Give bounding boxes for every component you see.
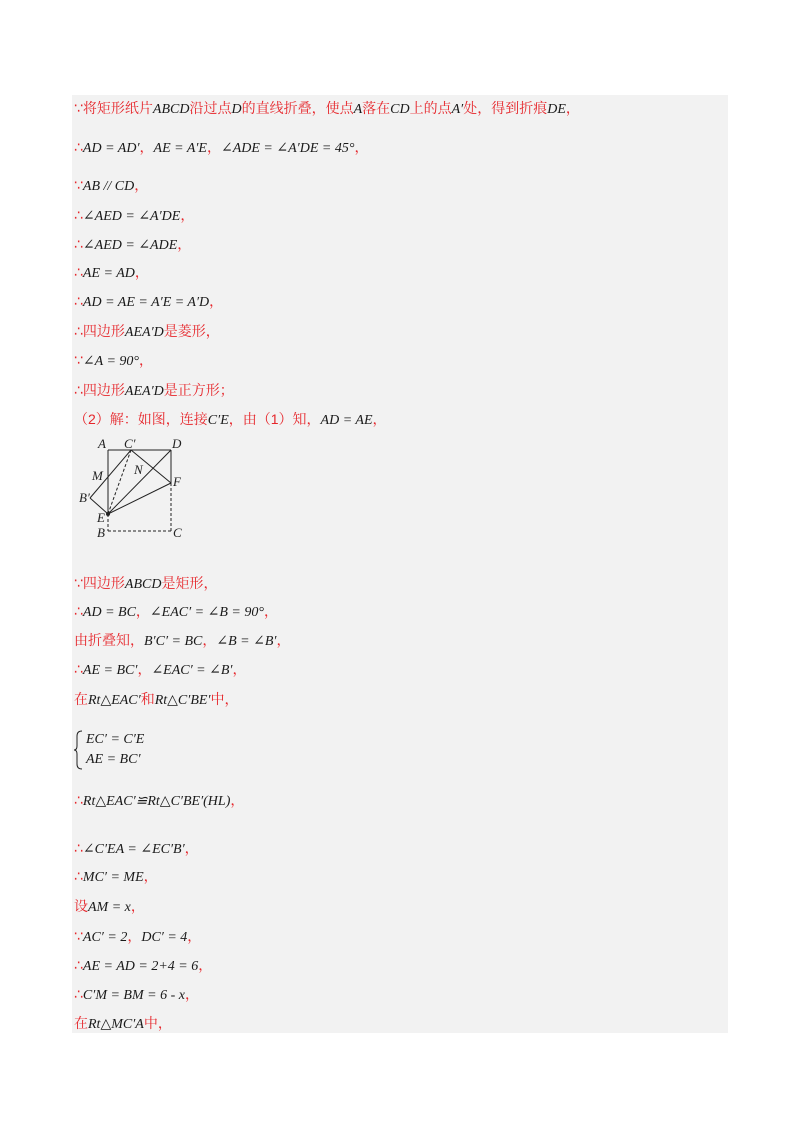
text-run: ∴ — [74, 868, 83, 884]
solution-line — [74, 659, 246, 681]
solution-line — [74, 573, 217, 595]
math-expression: AD = AE — [320, 413, 373, 428]
math-expression: C′E — [207, 413, 229, 428]
text-run: ∵四边形 — [74, 575, 125, 591]
text-run: ∴ — [74, 207, 83, 223]
text-run: ，由（1）知， — [228, 411, 321, 427]
math-expression: Rt△EAC′≌Rt△C′BE′(HL) — [82, 794, 231, 809]
text-run: ， — [206, 139, 221, 155]
math-expression: ∠A = 90° — [82, 354, 139, 369]
math-expression: ABCD — [152, 102, 190, 117]
text-run: ， — [127, 928, 142, 944]
solution-line — [74, 955, 212, 977]
system-eq1: EC′ = C′E — [86, 732, 145, 747]
text-run: 是菱形， — [163, 323, 220, 339]
label-c1: C′ — [124, 436, 136, 451]
math-expression: AEA′D — [124, 325, 164, 340]
system-eq2: AE = BC′ — [86, 752, 141, 767]
solution-line — [74, 291, 223, 313]
math-expression: AE = AD = 2+4 = 6 — [82, 959, 199, 974]
text-run: ， — [177, 236, 192, 252]
math-expression: DE — [547, 102, 566, 117]
text-run: ∴ — [74, 264, 83, 280]
text-run: ， — [232, 661, 247, 677]
text-run: 的直线折叠，使点 — [241, 100, 354, 116]
math-expression: ∠EAC′ = ∠B′ — [151, 663, 233, 678]
math-expression: AEA′D — [124, 384, 164, 399]
math-expression: AE = BC′ — [82, 663, 138, 678]
solution-line — [74, 866, 158, 888]
text-run: 中， — [143, 1015, 172, 1031]
math-expression: AD = BC — [82, 605, 136, 620]
math-expression: D — [231, 102, 242, 117]
text-run: ， — [184, 986, 199, 1002]
text-run: ∴ — [74, 840, 83, 856]
text-run: ， — [372, 411, 387, 427]
geometry-figure — [76, 436, 196, 540]
solution-line — [74, 409, 387, 431]
text-run: ， — [198, 957, 213, 973]
text-run: ， — [187, 928, 202, 944]
left-brace — [74, 730, 84, 770]
solution-line — [74, 896, 145, 918]
solution-line — [74, 321, 220, 343]
math-expression: ∠EAC′ = ∠B = 90° — [149, 605, 264, 620]
text-run: ， — [202, 632, 217, 648]
text-run: 沿过点 — [189, 100, 232, 116]
line-e-d — [108, 450, 171, 514]
text-run: 中， — [210, 691, 239, 707]
label-n: N — [134, 462, 143, 477]
label-d: D — [172, 436, 182, 451]
text-run: ， — [139, 352, 153, 368]
text-run: ， — [276, 632, 291, 648]
text-run: ∴ — [74, 661, 83, 677]
solution-line — [74, 380, 234, 402]
solution-line — [74, 98, 580, 120]
text-run: 落在 — [362, 100, 391, 116]
text-run: 在 — [74, 1015, 88, 1031]
text-run: 是矩形， — [161, 575, 218, 591]
text-run: ∴四边形 — [74, 323, 125, 339]
math-expression: AB // CD — [82, 179, 135, 194]
point-e — [106, 512, 110, 516]
solution-line — [74, 175, 148, 197]
math-expression: DC′ = 4 — [141, 930, 188, 945]
solution-line — [74, 790, 244, 812]
label-f: F — [173, 474, 181, 489]
math-expression: Rt△EAC′ — [88, 693, 141, 708]
label-b1: B′ — [79, 490, 90, 505]
text-run: 设 — [74, 898, 88, 914]
math-expression: AM = x — [88, 900, 131, 915]
math-expression: A′ — [451, 102, 464, 117]
text-run: 在 — [74, 691, 88, 707]
math-expression: ∠AED = ∠A′DE — [82, 209, 181, 224]
text-run: ， — [565, 100, 580, 116]
solution-line — [74, 1013, 172, 1035]
text-run: ∴四边形 — [74, 382, 125, 398]
label-a: A — [98, 436, 106, 451]
solution-line — [74, 984, 199, 1006]
text-run: ∴ — [74, 986, 83, 1002]
text-run: ， — [139, 139, 154, 155]
text-run: ， — [184, 840, 199, 856]
label-e: E — [97, 510, 105, 525]
text-run: ∴ — [74, 139, 83, 155]
math-expression: AE = A′E — [153, 141, 207, 156]
text-run: ∵ — [74, 928, 83, 944]
text-run: ∵将矩形纸片 — [74, 100, 153, 116]
text-run: ∵ — [74, 352, 83, 368]
solution-line — [74, 350, 153, 372]
solution-line — [74, 926, 201, 948]
solution-line — [74, 234, 191, 256]
text-run: ∴ — [74, 293, 83, 309]
text-run: ， — [230, 792, 245, 808]
text-run: 由折叠知， — [74, 632, 144, 648]
solution-line — [74, 262, 149, 284]
text-run: ， — [135, 603, 150, 619]
text-run: ∵ — [74, 177, 83, 193]
math-expression: ∠ADE = ∠A′DE = 45° — [220, 141, 355, 156]
solution-line — [74, 137, 368, 159]
solution-line — [74, 689, 239, 711]
text-run: ， — [130, 898, 145, 914]
math-expression: ∠B = ∠B′ — [216, 634, 277, 649]
math-expression: A — [353, 102, 363, 117]
math-expression: Rt△C′BE′ — [154, 693, 211, 708]
label-c: C — [173, 525, 182, 540]
text-run: ， — [263, 603, 278, 619]
math-expression: ABCD — [124, 577, 162, 592]
text-run: ， — [209, 293, 224, 309]
math-expression: ∠C′EA = ∠EC′B′ — [82, 842, 185, 857]
text-run: ， — [180, 207, 195, 223]
math-expression: AD = AD′ — [82, 141, 140, 156]
math-expression: AC′ = 2 — [82, 930, 128, 945]
math-expression: MC′ = ME — [82, 870, 144, 885]
text-run: ， — [134, 177, 149, 193]
text-run: ∴ — [74, 603, 83, 619]
text-run: ， — [137, 661, 152, 677]
math-expression: AD = AE = A′E = A′D — [82, 295, 210, 310]
text-run: 和 — [140, 691, 155, 707]
text-run: （2）解：如图，连接 — [74, 411, 208, 427]
text-run: ∴ — [74, 957, 83, 973]
solution-line — [74, 630, 290, 652]
math-expression: Rt△MC′A — [88, 1017, 144, 1032]
solution-line — [74, 601, 278, 623]
text-run: 是正方形； — [163, 382, 234, 398]
solution-line — [74, 838, 199, 860]
text-run: ， — [354, 139, 369, 155]
math-expression: ∠AED = ∠ADE — [82, 238, 178, 253]
math-expression: B′C′ = BC — [144, 634, 203, 649]
text-run: 上的点 — [409, 100, 452, 116]
text-run: ， — [134, 264, 149, 280]
solution-line — [74, 205, 194, 227]
text-run: ∴ — [74, 792, 83, 808]
text-run: ， — [143, 868, 158, 884]
text-run: ∴ — [74, 236, 83, 252]
label-m: M — [92, 468, 103, 483]
label-b: B — [97, 525, 105, 540]
math-expression: C′M = BM = 6 - x — [82, 988, 185, 1003]
math-expression: CD — [390, 102, 410, 117]
math-expression: AE = AD — [82, 266, 135, 281]
text-run: 处，得到折痕 — [463, 100, 548, 116]
